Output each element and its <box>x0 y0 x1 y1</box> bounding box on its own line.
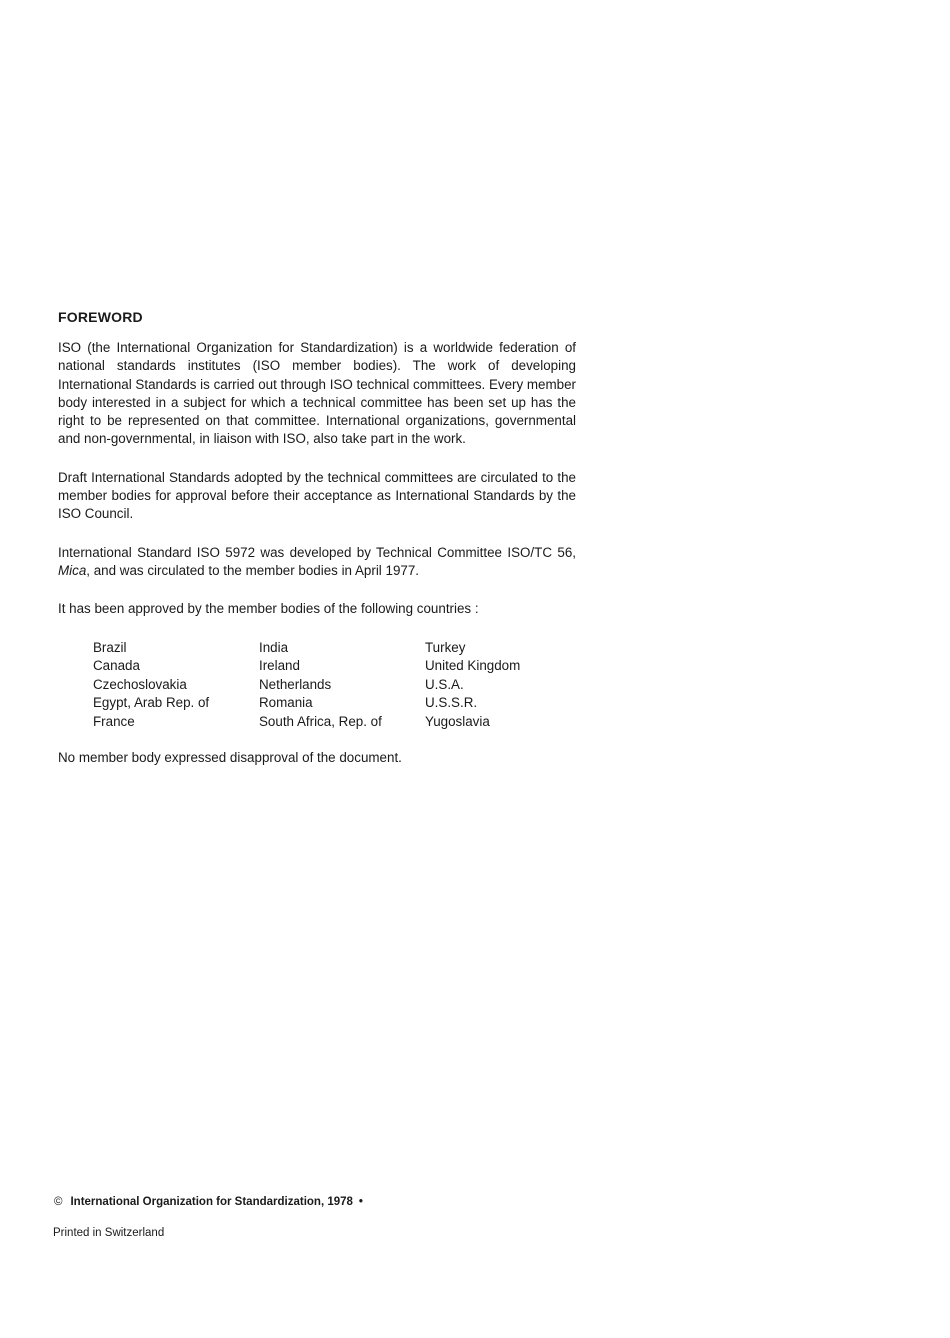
printed-in-notice: Printed in Switzerland <box>53 1227 165 1239</box>
countries-column-3 <box>425 639 520 732</box>
country-item: France <box>93 713 135 729</box>
countries-column-2 <box>259 639 382 732</box>
country-item: Netherlands <box>259 676 332 692</box>
standard-info-text-end: , and was circulated to the member bodies in April 1977. <box>86 562 420 578</box>
country-item: U.S.A. <box>425 676 464 692</box>
copyright-icon: © <box>54 1196 63 1208</box>
country-item: India <box>259 639 289 655</box>
country-item: Yugoslavia <box>425 713 490 729</box>
country-item: Ireland <box>259 658 300 674</box>
foreword-heading: FOREWORD <box>58 309 143 325</box>
foreword-paragraph-no-disapproval: No member body expressed disapproval of the document. <box>58 749 402 765</box>
country-item: U.S.S.R. <box>425 695 478 711</box>
copyright-notice <box>54 1196 363 1208</box>
approving-countries-list <box>58 639 576 731</box>
countries-column-1 <box>93 639 209 732</box>
standard-info-text-start: International Standard ISO 5972 was developed by Technical Committee ISO/TC 56, <box>58 544 576 560</box>
foreword-paragraph-approval: It has been approved by the member bodies of the following countries : <box>58 601 479 617</box>
country-item: Brazil <box>93 639 127 655</box>
country-item: Canada <box>93 658 140 674</box>
foreword-paragraph-draft-standards: Draft International Standards adopted by the technical committees are circulated to the member bodies for approval before their acceptance as International Standards by the ISO Council. <box>58 469 576 522</box>
foreword-paragraph-standard-info <box>58 544 576 581</box>
country-item: United Kingdom <box>425 658 521 674</box>
country-item: Romania <box>259 695 313 711</box>
foreword-paragraph-iso-intro: ISO (the International Organization for Standardization) is a worldwide federation of national standards institutes (ISO member bodies). The work of developing International Standards is carried out through ISO technical committees. Every member body interested in a subject for which a technical committee has been set up has the right to be represented on that committee. International organizations, governmental and non-governmental, in liaison with ISO, also take part in the work. <box>58 340 577 447</box>
copyright-text: International Organization for Standardization, 1978 <box>70 1196 353 1208</box>
bullet-icon: • <box>358 1196 363 1208</box>
committee-name-italic: Mica <box>58 562 87 578</box>
country-item: Turkey <box>425 639 466 655</box>
country-item: Czechoslovakia <box>93 676 187 692</box>
foreword-section <box>58 309 576 787</box>
country-item: South Africa, Rep. of <box>259 713 382 729</box>
country-item: Egypt, Arab Rep. of <box>93 695 210 711</box>
